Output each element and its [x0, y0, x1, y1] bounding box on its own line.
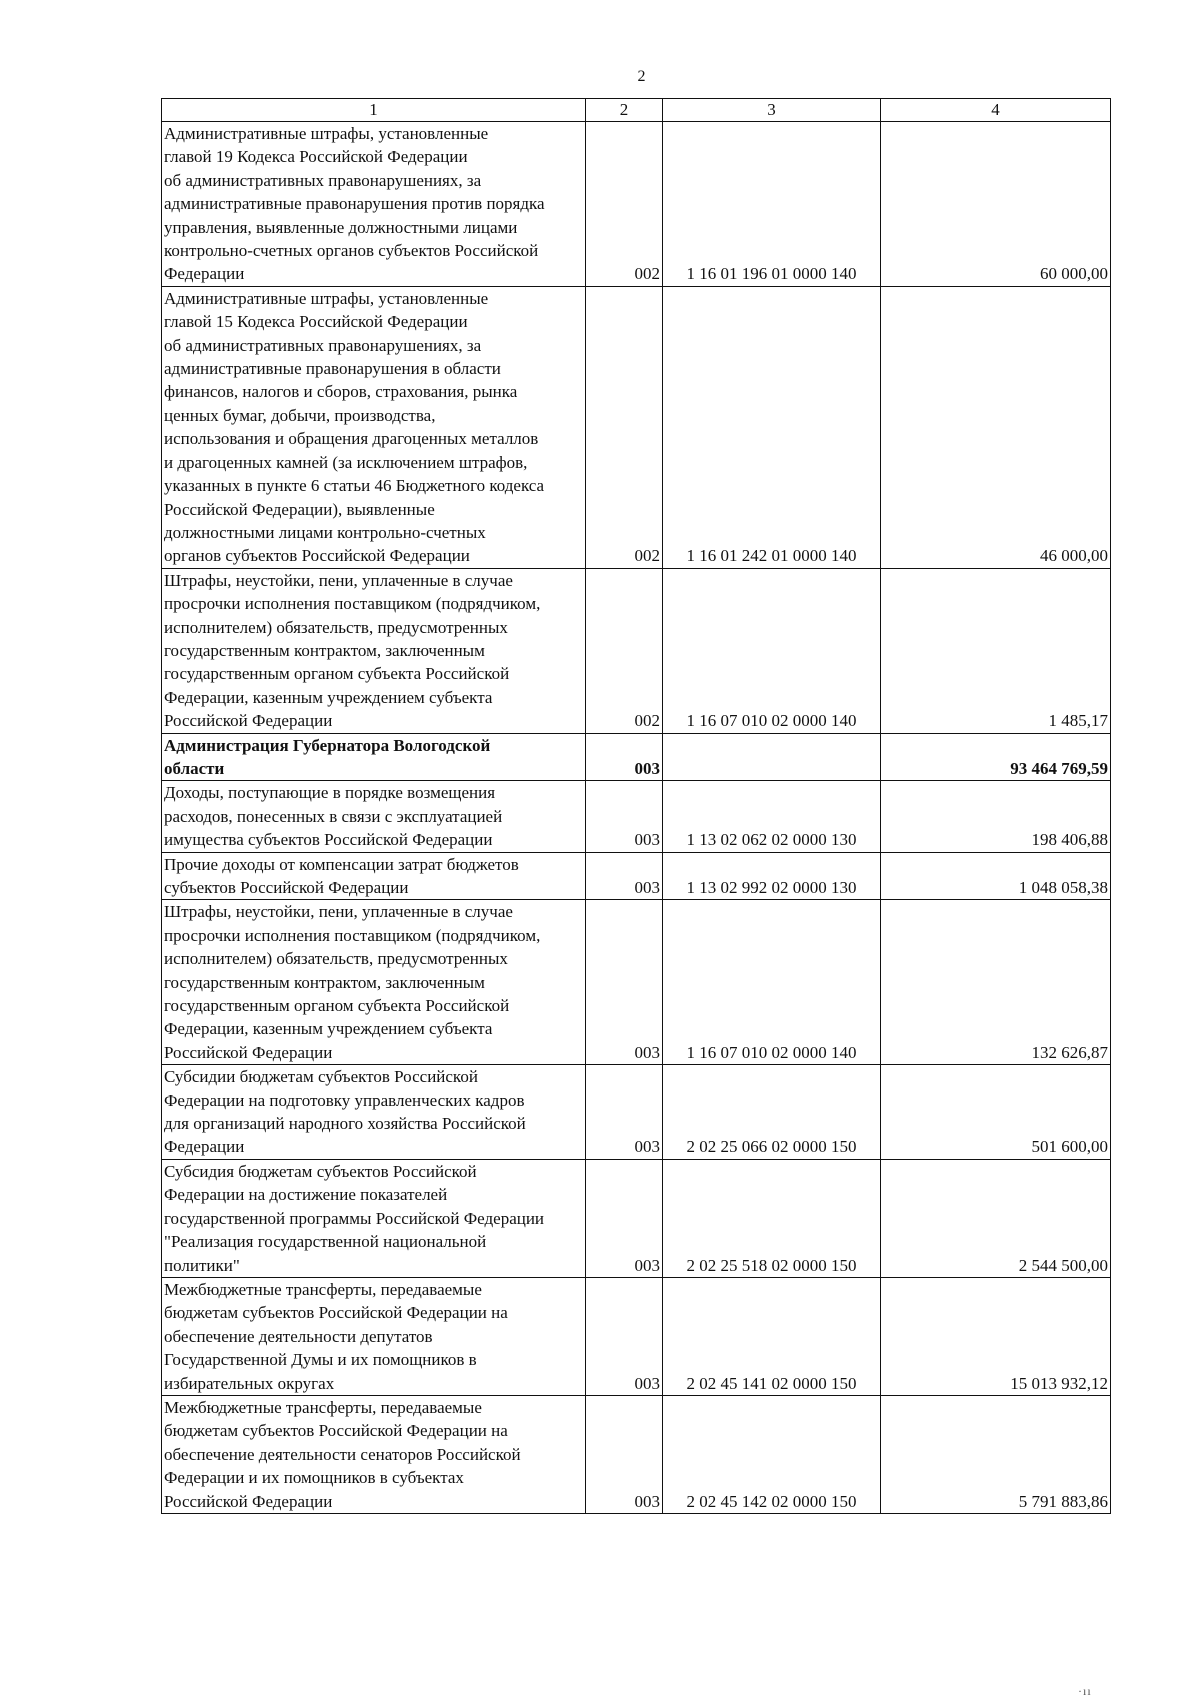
- row-admin-code-cell: 003: [586, 1065, 663, 1160]
- row-admin-code-cell: 003: [586, 733, 663, 781]
- table-row: [162, 286, 1111, 568]
- row-amount-cell: 60 000,00: [881, 122, 1111, 287]
- row-budget-code-cell: 2 02 45 141 02 0000 150: [663, 1277, 881, 1395]
- row-amount-cell: 2 544 500,00: [881, 1159, 1111, 1277]
- row-amount-cell: 198 406,88: [881, 781, 1111, 852]
- row-admin-code-cell: 003: [586, 852, 663, 900]
- table-row: [162, 900, 1111, 1065]
- row-name-cell: Субсидии бюджетам субъектов Российской Федерации на подготовку управленческих кадров для организаций народного хозяйства Российской Федерации: [162, 1065, 586, 1160]
- row-admin-code-cell: 002: [586, 286, 663, 568]
- row-admin-code-cell: 003: [586, 900, 663, 1065]
- row-budget-code-cell: 1 13 02 062 02 0000 130: [663, 781, 881, 852]
- row-amount-cell: 46 000,00: [881, 286, 1111, 568]
- page-number: 2: [637, 68, 646, 85]
- row-budget-code-cell: 2 02 45 142 02 0000 150: [663, 1395, 881, 1513]
- row-amount-cell: 15 013 932,12: [881, 1277, 1111, 1395]
- revenue-table: [161, 98, 1111, 1514]
- column-header-3: 3: [663, 99, 881, 122]
- table-row: [162, 1395, 1111, 1513]
- row-admin-code-cell: 002: [586, 568, 663, 733]
- row-budget-code-cell: 1 13 02 992 02 0000 130: [663, 852, 881, 900]
- table-header-row: [162, 99, 1111, 122]
- row-name-cell: Административные штрафы, установленные главой 15 Кодекса Российской Федерации об административных правонарушениях, за административные правонарушения в области финансов, налогов и сборов, страхования, рынка ценных бумаг, добычи, производства, использования и обращения драгоценных металлов и драгоценных камней (за исключением штрафов, указанных в пункте 6 статьи 46 Бюджетного кодекса Российской Федерации), выявленные должностными лицами контрольно-счетных органов субъектов Российской Федерации: [162, 286, 586, 568]
- table-row: [162, 1159, 1111, 1277]
- row-name-cell: Штрафы, неустойки, пени, уплаченные в случае просрочки исполнения поставщиком (подрядчиком, исполнителем) обязательств, предусмотренных государственным контрактом, заключенным государственным органом субъекта Российской Федерации, казенным учреждением субъекта Российской Федерации: [162, 900, 586, 1065]
- row-budget-code-cell: 2 02 25 066 02 0000 150: [663, 1065, 881, 1160]
- row-name-cell: Межбюджетные трансферты, передаваемые бюджетам субъектов Российской Федерации на обеспечение деятельности депутатов Государственной Думы и их помощников в избирательных округах: [162, 1277, 586, 1395]
- row-name-cell: Прочие доходы от компенсации затрат бюджетов субъектов Российской Федерации: [162, 852, 586, 900]
- row-amount-cell: 1 485,17: [881, 568, 1111, 733]
- row-budget-code-cell: 1 16 07 010 02 0000 140: [663, 568, 881, 733]
- row-name-cell: Доходы, поступающие в порядке возмещения расходов, понесенных в связи с эксплуатацией имущества субъектов Российской Федерации: [162, 781, 586, 852]
- row-budget-code-cell: 2 02 25 518 02 0000 150: [663, 1159, 881, 1277]
- row-admin-code-cell: 003: [586, 1277, 663, 1395]
- row-budget-code-cell: 1 16 01 242 01 0000 140: [663, 286, 881, 568]
- row-name-cell: Административные штрафы, установленные главой 19 Кодекса Российской Федерации об административных правонарушениях, за административные правонарушения против порядка управления, выявленные должностными лицами контрольно-счетных органов субъектов Российской Федерации: [162, 122, 586, 287]
- table-row: [162, 733, 1111, 781]
- column-header-2: 2: [586, 99, 663, 122]
- row-amount-cell: 501 600,00: [881, 1065, 1111, 1160]
- table-row: [162, 122, 1111, 287]
- row-budget-code-cell: [663, 733, 881, 781]
- row-amount-cell: 1 048 058,38: [881, 852, 1111, 900]
- table-row: [162, 781, 1111, 852]
- table-body: [162, 122, 1111, 1514]
- row-amount-cell: 132 626,87: [881, 900, 1111, 1065]
- row-amount-cell: 93 464 769,59: [881, 733, 1111, 781]
- row-budget-code-cell: 1 16 01 196 01 0000 140: [663, 122, 881, 287]
- row-admin-code-cell: 003: [586, 1159, 663, 1277]
- table-row: [162, 852, 1111, 900]
- row-admin-code-cell: 002: [586, 122, 663, 287]
- table-row: [162, 1065, 1111, 1160]
- row-name-cell: Администрация Губернатора Вологодской области: [162, 733, 586, 781]
- row-admin-code-cell: 003: [586, 1395, 663, 1513]
- row-name-cell: Межбюджетные трансферты, передаваемые бюджетам субъектов Российской Федерации на обеспечение деятельности сенаторов Российской Федерации и их помощников в субъектах Российской Федерации: [162, 1395, 586, 1513]
- column-header-4: 4: [881, 99, 1111, 122]
- row-admin-code-cell: 003: [586, 781, 663, 852]
- row-name-cell: Штрафы, неустойки, пени, уплаченные в случае просрочки исполнения поставщиком (подрядчиком, исполнителем) обязательств, предусмотренных государственным контрактом, заключенным государственным органом субъекта Российской Федерации, казенным учреждением субъекта Российской Федерации: [162, 568, 586, 733]
- scan-mark: ·ıı: [1078, 1684, 1092, 1698]
- column-header-1: 1: [162, 99, 586, 122]
- table-row: [162, 1277, 1111, 1395]
- row-budget-code-cell: 1 16 07 010 02 0000 140: [663, 900, 881, 1065]
- row-name-cell: Субсидия бюджетам субъектов Российской Федерации на достижение показателей государственной программы Российской Федерации "Реализация государственной национальной политики": [162, 1159, 586, 1277]
- row-amount-cell: 5 791 883,86: [881, 1395, 1111, 1513]
- table-row: [162, 568, 1111, 733]
